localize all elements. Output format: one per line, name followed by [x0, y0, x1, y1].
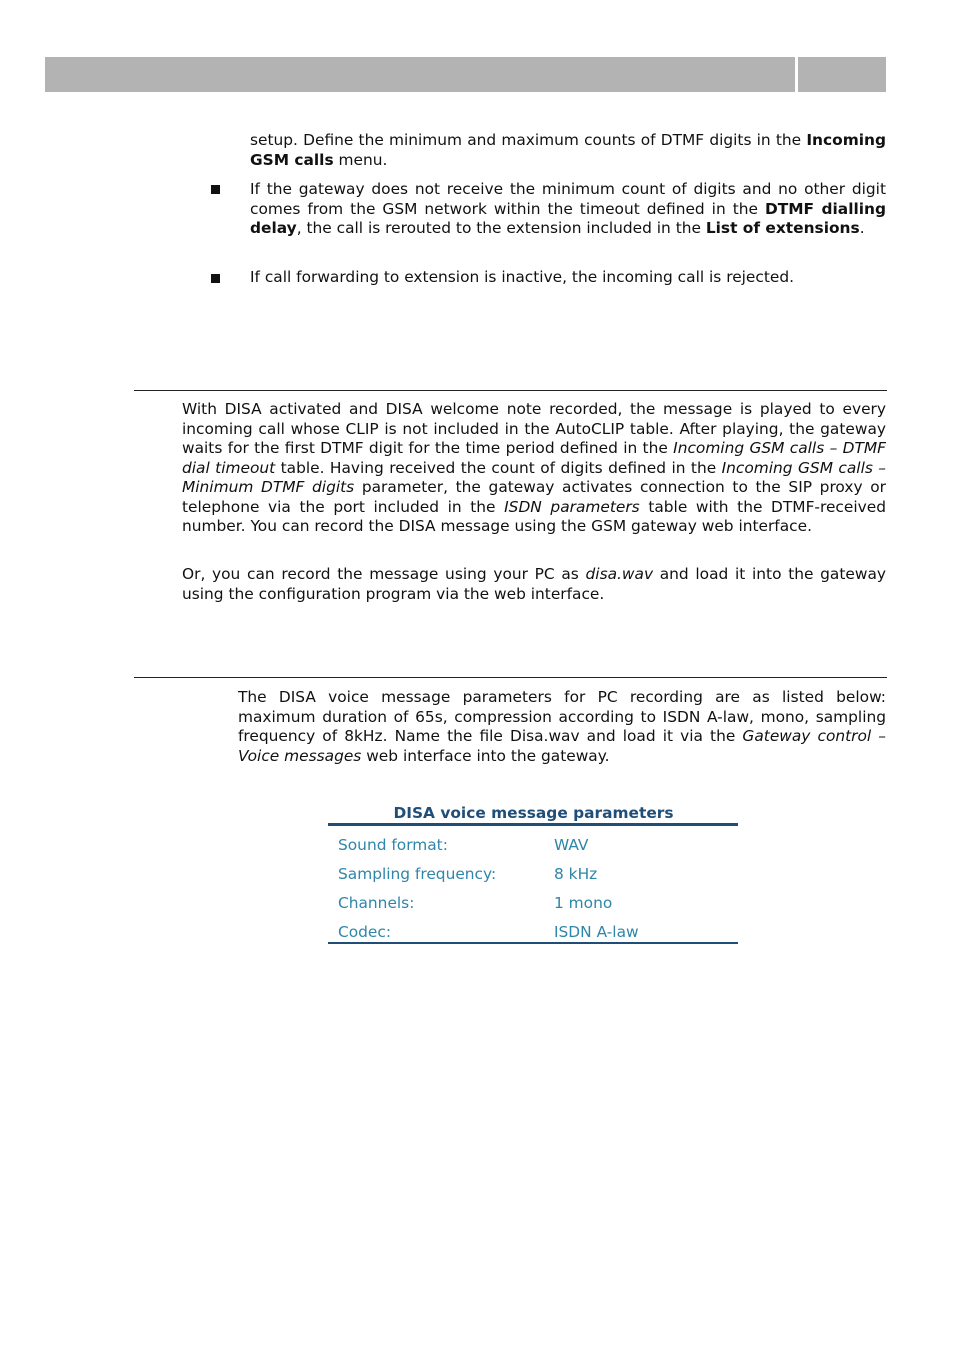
- table-top-border: [328, 823, 738, 826]
- table-cell-key: Sound format:: [338, 836, 448, 854]
- bullet-item-min-digits: If the gateway does not receive the minimum count of digits and no other digit comes from the GSM network within the timeout defined in the DTMF dialling delay, the call is rerouted to the extension included in the List of extensions.: [250, 180, 886, 237]
- paragraph-disa-description: With DISA activated and DISA welcome note recorded, the message is played to every incoming call whose CLIP is not included in the AutoCLIP table. After playing, the gateway waits for the first DTMF digit for the time period defined in the Incoming GSM calls – DTMF dial timeout table. Having received the count of digits defined in the Incoming GSM calls – Minimum DTMF digits parameter, the gateway activates connection to the SIP proxy or telephone via the port included in the ISDN parameters table with the DTMF-received number. You can record the DISA message using the GSM gateway web interface.: [182, 400, 887, 535]
- table-cell-key: Channels:: [338, 894, 415, 912]
- paragraph-pc-recording: Or, you can record the message using your PC as disa.wav and load it into the gateway using the configuration program via the web interface.: [182, 565, 886, 603]
- table-cell-key: Codec:: [338, 923, 392, 941]
- table-title: DISA voice message parameters: [393, 804, 674, 822]
- table-bottom-border: [328, 942, 738, 944]
- bullet-item-rejected: If call forwarding to extension is inactive, the incoming call is rejected.: [250, 268, 795, 286]
- table-cell-value: 8 kHz: [554, 865, 598, 883]
- bullet-icon: [211, 274, 220, 283]
- table-cell-value: ISDN A-law: [554, 923, 639, 941]
- paragraph-voice-parameters: The DISA voice message parameters for PC recording are as listed below: maximum duration of 65s, compression according to ISDN A-law, mono, sampling frequency of 8kHz. Name the file Disa.wav and load it via the Gateway control – Voice messages web interface into the gateway.: [238, 688, 886, 765]
- bullet-icon: [211, 185, 220, 194]
- header-page-box: [798, 57, 886, 92]
- paragraph-setup: setup. Define the minimum and maximum counts of DTMF digits in the Incoming GSM calls menu.: [250, 131, 886, 169]
- table-cell-value: 1 mono: [554, 894, 613, 912]
- section-divider: [134, 390, 887, 391]
- section-divider: [134, 677, 887, 678]
- table-cell-key: Sampling frequency:: [338, 865, 497, 883]
- table-cell-value: WAV: [554, 836, 589, 854]
- header-bar: [45, 57, 795, 92]
